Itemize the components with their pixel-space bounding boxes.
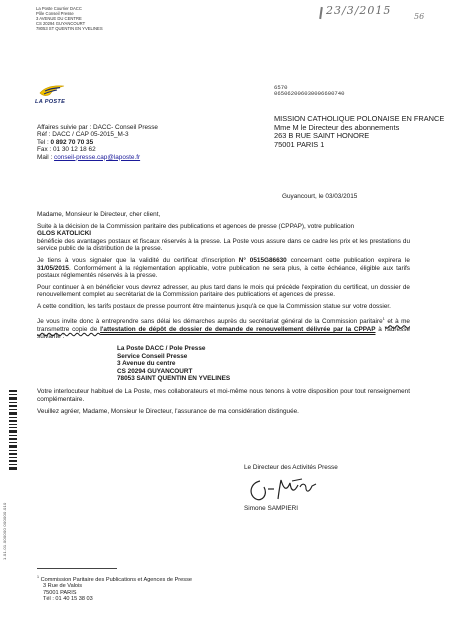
- paragraph-1: [37, 223, 410, 253]
- publication-name: GLOS KATOLICKI: [37, 230, 92, 238]
- footnote-marker: 1: [37, 575, 39, 579]
- signatory-title: Le Directeur des Activités Presse: [244, 464, 338, 471]
- letter-body: [37, 211, 410, 420]
- tracking-code: [274, 85, 345, 98]
- sender-line: 3 AVENUE DU CENTRE: [36, 16, 82, 21]
- phone-label: Tel :: [37, 138, 51, 146]
- paragraph-2-text-a: Je tiens à vous signaler que la validité du certificat d'inscription: [37, 257, 239, 265]
- recipient-address: [274, 115, 444, 149]
- return-address-line: Service Conseil Presse: [117, 352, 188, 360]
- paragraph-2: [37, 257, 410, 279]
- attestation-phrase: l'attestation de dépôt de dossier de demande de renouvellement délivrée par la CPPAP: [100, 325, 376, 333]
- side-reference-code: 1.01.01.000000 000000.010: [2, 502, 7, 560]
- return-address-line: La Poste DACC / Pole Presse: [117, 345, 206, 353]
- salutation: Madame, Monsieur le Directeur, cher client,: [37, 211, 161, 218]
- sender-line: La Poste Courrier DACC: [36, 6, 82, 11]
- paragraph-4: A cette condition, les tarifs postaux de presse pourront être maintenus jusqu'à ce que la Commission statue sur votre dossier.: [37, 303, 391, 311]
- footnote-line: 75001 PARIS: [43, 589, 77, 596]
- footnote-ref: 1: [382, 316, 385, 322]
- tracking-line: 065062006030006600740: [274, 90, 345, 98]
- paragraph-5-text-c: à l'adresse suivante :: [37, 325, 411, 341]
- mail-label: Mail :: [37, 153, 55, 161]
- footnote-line: 3 Rue de Valois: [43, 583, 83, 590]
- email-link[interactable]: conseil-presse.cap@laposte.fr: [54, 153, 141, 161]
- recipient-line: 263 B RUE SAINT HONORE: [274, 131, 370, 141]
- footnote: [37, 574, 192, 602]
- return-address-line: 3 Avenue du centre: [117, 360, 176, 368]
- phone-number: 0 892 70 70 35: [50, 138, 94, 146]
- paragraph-1-text-a: Suite à la décision de la Commission paritaire des publications et agences de presse (CPPAP), votre publication: [37, 223, 355, 230]
- paragraph-3: Pour continuer à en bénéficier vous devrez adresser, au plus tard dans le mois qui précède l'expiration du certificat, un dossier de renouvellement complet au secrétariat de la Commission paritaire des publications et agences de presse.: [37, 284, 410, 299]
- signatory-name: Simone SAMPIERI: [244, 505, 298, 513]
- paragraph-6: Votre interlocuteur habituel de La Poste, mes collaborateurs et moi-même nous tenons à votre disposition pour tout renseignement complémentaire.: [37, 388, 410, 403]
- letter-date: Guyancourt, le 03/03/2015: [282, 193, 358, 200]
- sender-line: CS 20294 GUYANCOURT: [36, 21, 86, 26]
- la-poste-logo: [35, 84, 73, 105]
- footnote-text: Commission Paritaire des Publications et Agences de Presse: [40, 576, 192, 583]
- return-address-line: CS 20294 GUYANCOURT: [117, 367, 193, 375]
- paragraph-5-text-b: et à me transmettre copie de: [37, 318, 410, 333]
- certificate-number: N° 0515G86630: [238, 257, 287, 265]
- paragraph-1-text-b: bénéficie des avantages postaux et fiscaux réservés à la presse. La Poste vous assure dans ce cadre les prix et les prestations du service public de la distribution de la presse.: [37, 237, 410, 253]
- phone-line: [37, 139, 158, 146]
- recipient-line: Mme M le Directeur des abonnements: [274, 122, 400, 132]
- return-address-line: 78053 SAINT QUENTIN EN YVELINES: [117, 375, 231, 382]
- mail-line: [37, 154, 158, 161]
- paragraph-2-text-c: . Conformément à la réglementation applicable, votre publication ne sera plus, à cette échéance, éligible aux tarifs postaux réglementés réservés à la presse.: [37, 264, 410, 280]
- paragraph-2-text-b: concernant cette publication expirera le: [286, 257, 410, 265]
- paragraph-5: [37, 315, 410, 340]
- la-poste-bird-icon: [39, 84, 65, 98]
- recipient-line: MISSION CATHOLIQUE POLONAISE EN FRANCE: [274, 114, 445, 123]
- logo-wordmark: LA POSTE: [35, 99, 66, 105]
- sender-address: [36, 6, 103, 31]
- side-barcode: [8, 390, 18, 472]
- expiry-date: 31/05/2015: [37, 264, 69, 272]
- sender-line: Pôle Conseil Presse: [36, 11, 74, 16]
- recipient-line: 75001 PARIS 1: [274, 139, 325, 149]
- tracking-line: 6570: [274, 84, 288, 91]
- signature-area: [244, 464, 394, 513]
- fax-line: Fax : 01 30 12 18 62: [37, 146, 96, 154]
- handwritten-signature: [246, 477, 318, 503]
- footnote-divider: [37, 568, 117, 569]
- footnote-line: [37, 574, 192, 583]
- handwritten-page-mark: 56: [414, 12, 425, 21]
- sender-line: 78053 ST QUENTIN EN YVELINES: [36, 26, 103, 31]
- footnote-line: Tél : 01 40 15 38 03: [43, 596, 93, 603]
- handwritten-date-mark: 23/3/2015: [326, 4, 402, 20]
- reference-line: Réf : DACC / CAP 05-2015_M-3: [37, 131, 129, 139]
- return-address-block: [117, 345, 410, 382]
- affaire-line: Affaires suivie par : DACC- Conseil Presse: [37, 124, 158, 131]
- paragraph-5-text-a: Je vous invite donc à entreprendre sans délai les démarches auprès du secrétariat général de la Commission paritaire: [37, 318, 383, 326]
- contact-info: [37, 124, 158, 161]
- closing: Veuillez agréer, Madame, Monsieur le Directeur, l'assurance de ma considération distinguée.: [37, 407, 299, 415]
